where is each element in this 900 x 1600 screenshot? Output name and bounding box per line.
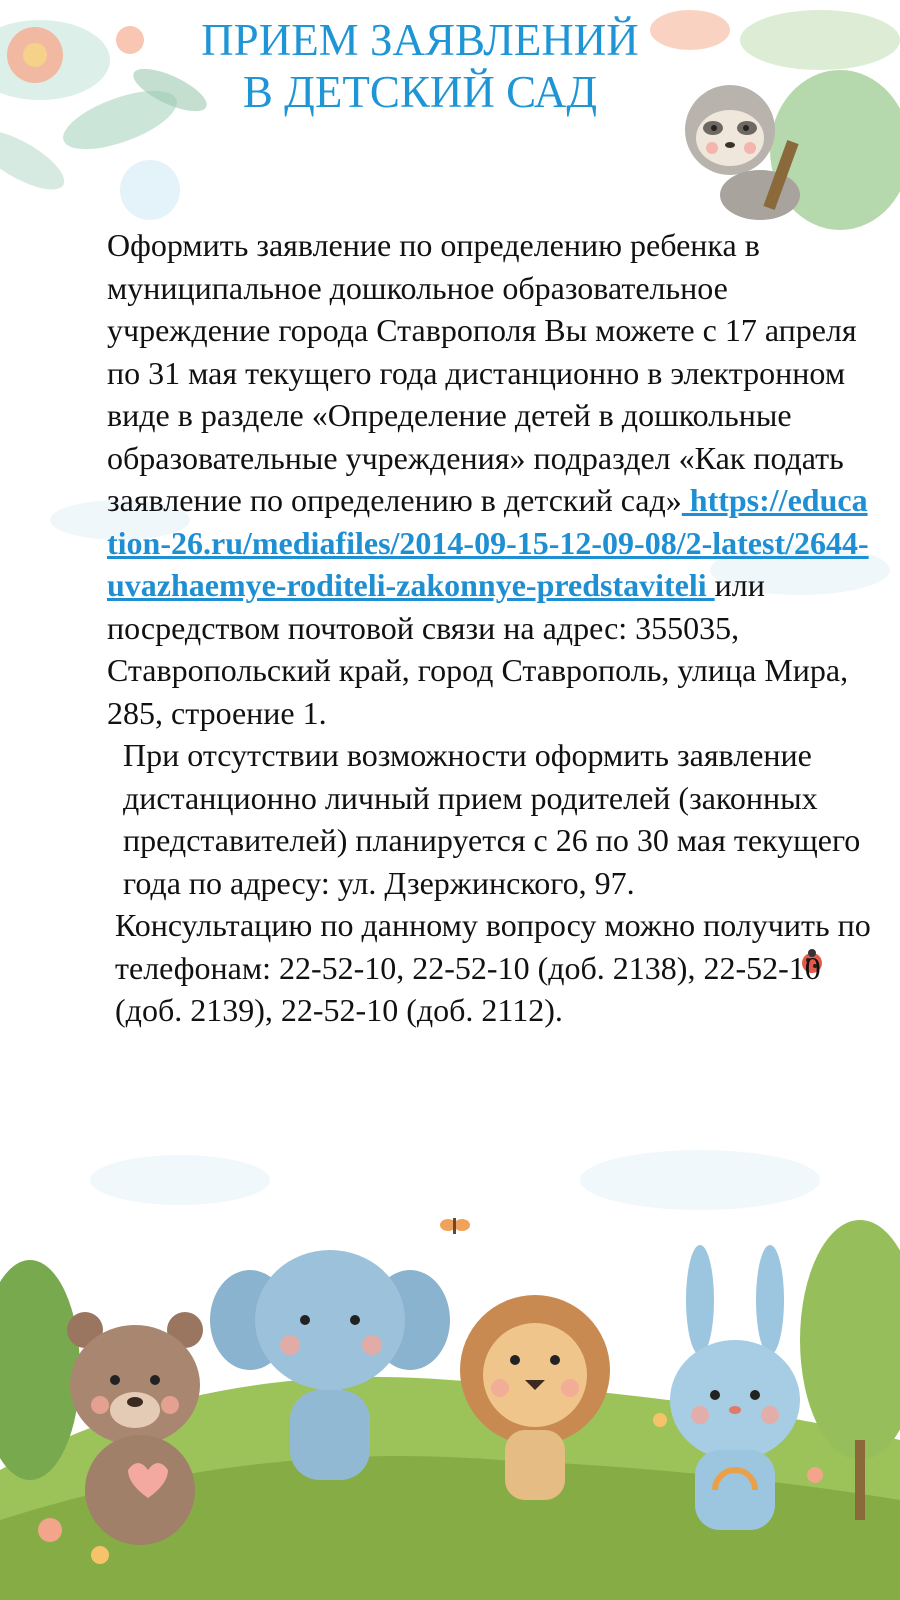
- butterfly-icon: [440, 1218, 470, 1234]
- page-title-line1: ПРИЕМ ЗАЯВЛЕНИЙ: [201, 15, 639, 65]
- paragraph-postal-text: или посредством почтовой связи на адрес: 355035, Ставропольский край, город Ставрополь, улица Мира, 285, строение 1.: [107, 567, 849, 731]
- paragraph-application-info: [45, 224, 875, 734]
- education-link[interactable]: https://education-26.ru/mediafiles/2014-09-15-12-09-08/2-latest/2644-uvazhaemye-roditeli-zakonnye-predstaviteli: [107, 482, 869, 603]
- main-text: [45, 224, 875, 1032]
- page-title: [140, 14, 700, 118]
- paragraph-consultation-phones: Консультацию по данному вопросу можно получить по телефонам: 22-52-10, 22-52-10 (доб. 2138), 22-52-10 (доб. 2139), 22-52-10 (доб. 2112).: [115, 907, 871, 1028]
- paragraph-application-text: Оформить заявление по определению ребенка в муниципальное дошкольное образовательное учреждение города Ставрополя Вы можете с 17 апреля по 31 мая текущего года дистанционно в электронном виде в разделе «Определение детей в дошкольные образовательные учреждения» подраздел «Как подать заявление по определению в детский сад»: [107, 227, 857, 518]
- page-title-line2: В ДЕТСКИЙ САД: [242, 67, 598, 117]
- paragraph-personal-reception: При отсутствии возможности оформить заявление дистанционно личный прием родителей (законных представителей) планируется с 26 по 30 мая текущего года по адресу: ул. Дзержинского, 97.: [123, 737, 861, 901]
